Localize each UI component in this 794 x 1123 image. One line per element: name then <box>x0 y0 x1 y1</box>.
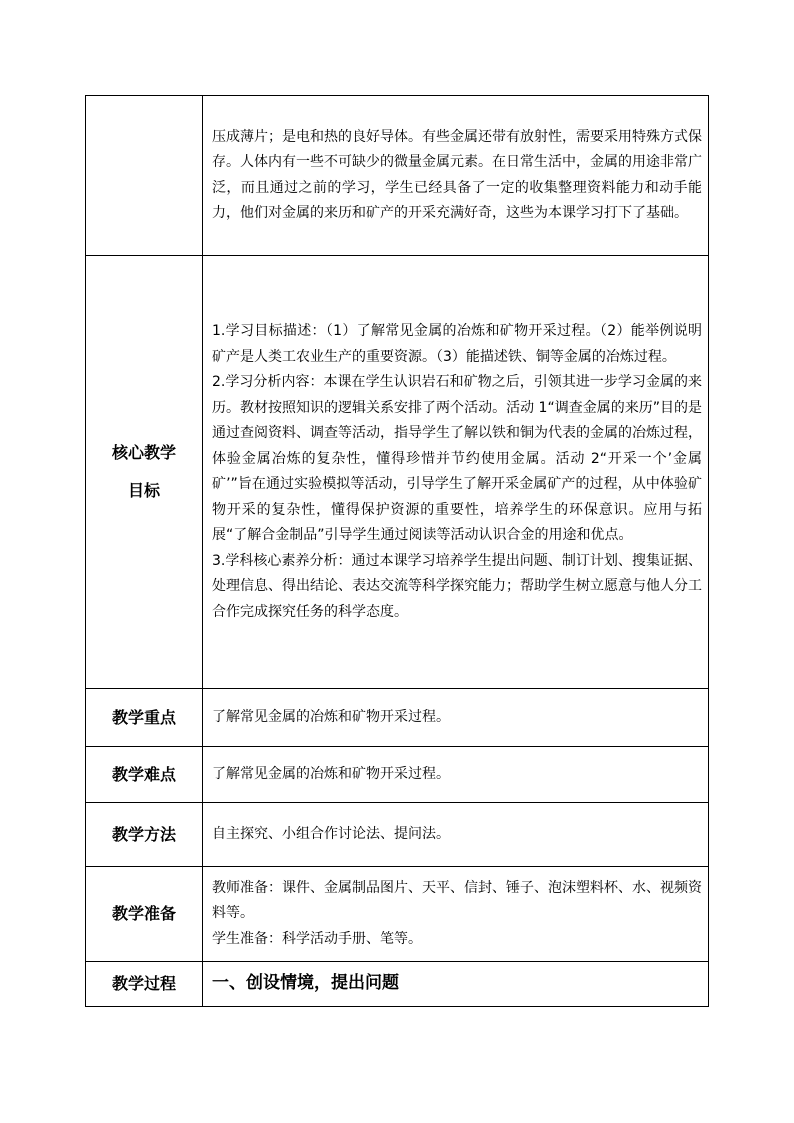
core-literacy-paragraph: 3.学科核心素养分析：通过本课学习培养学生提出问题、制订计划、搜集证据、处理信息、得出结论、表达交流等科学探究能力；帮助学生树立愿意与他人分工合作完成探究任务的科学态度。 <box>212 552 702 620</box>
table-row-core-goals <box>86 256 709 689</box>
row-label-difficulties: 教学难点 <box>86 747 203 803</box>
process-heading-text: 一、创设情境，提出问题 <box>212 973 399 994</box>
intro-text-cell <box>203 96 709 256</box>
process-cell <box>203 962 709 1007</box>
row-label-process: 教学过程 <box>86 962 203 1007</box>
core-goals-label-line2: 目标 <box>127 481 160 500</box>
row-label-preparation: 教学准备 <box>86 867 203 962</box>
methods-cell <box>203 803 709 867</box>
table-row-process <box>86 962 709 1007</box>
lesson-plan-table <box>85 95 709 1007</box>
table-row-difficulties <box>86 747 709 803</box>
table-row-key-points <box>86 689 709 747</box>
learning-goals-paragraph: 1.学习目标描述：（1）了解常见金属的冶炼和矿物开采过程。（2）能举例说明矿产是人类工农业生产的重要资源。（3）能描述铁、铜等金属的冶炼过程。 <box>212 323 702 365</box>
table-row-intro <box>86 96 709 256</box>
row-label-core-goals <box>86 256 203 689</box>
methods-text: 自主探究、小组合作讨论法、提问法。 <box>212 825 450 842</box>
key-points-cell <box>203 689 709 747</box>
table-row-methods <box>86 803 709 867</box>
difficulties-text: 了解常见金属的冶炼和矿物开采过程。 <box>212 765 450 782</box>
difficulties-cell <box>203 747 709 803</box>
row-label-key-points: 教学重点 <box>86 689 203 747</box>
teacher-preparation-text: 教师准备：课件、金属制品图片、天平、信封、锤子、泡沫塑料杯、水、视频资料等。 <box>212 879 702 922</box>
table-row-preparation <box>86 867 709 962</box>
key-points-text: 了解常见金属的冶炼和矿物开采过程。 <box>212 708 450 725</box>
intro-paragraph: 压成薄片；是电和热的良好导体。有些金属还带有放射性，需要采用特殊方式保存。人体内有一些不可缺少的微量金属元素。在日常生活中，金属的用途非常广泛，而且通过之前的学习，学生已经具备了一定的收集整理资料能力和动手能力，他们对金属的来历和矿产的开采充满好奇，这些为本课学习打下了基础。 <box>212 128 702 221</box>
learning-analysis-paragraph: 2.学习分析内容：本课在学生认识岩石和矿物之后，引领其进一步学习金属的来历。教材按照知识的逻辑关系安排了两个活动。活动 1“调查金属的来历”目的是通过查阅资料、调查等活动，指导学生了解以铁和铜为代表的金属的冶炼过程，体验金属冶炼的复杂性，懂得珍惜并节约使用金属。活动 2“开采一个’金属矿’”旨在通过实验模拟等活动，引导学生了解开采金属矿产的过程，从中体验矿物开采的复杂性，懂得保护资源的重要性，培养学生的环保意识。应用与拓展“了解合金制品”引导学生通过阅读等活动认识合金的用途和优点。 <box>212 374 702 543</box>
core-goals-cell <box>203 256 709 689</box>
core-goals-label-line1: 核心教学 <box>111 443 176 462</box>
student-preparation-text: 学生准备：科学活动手册、笔等。 <box>212 930 422 947</box>
preparation-cell <box>203 867 709 962</box>
row-label-empty <box>86 96 203 256</box>
row-label-methods: 教学方法 <box>86 803 203 867</box>
